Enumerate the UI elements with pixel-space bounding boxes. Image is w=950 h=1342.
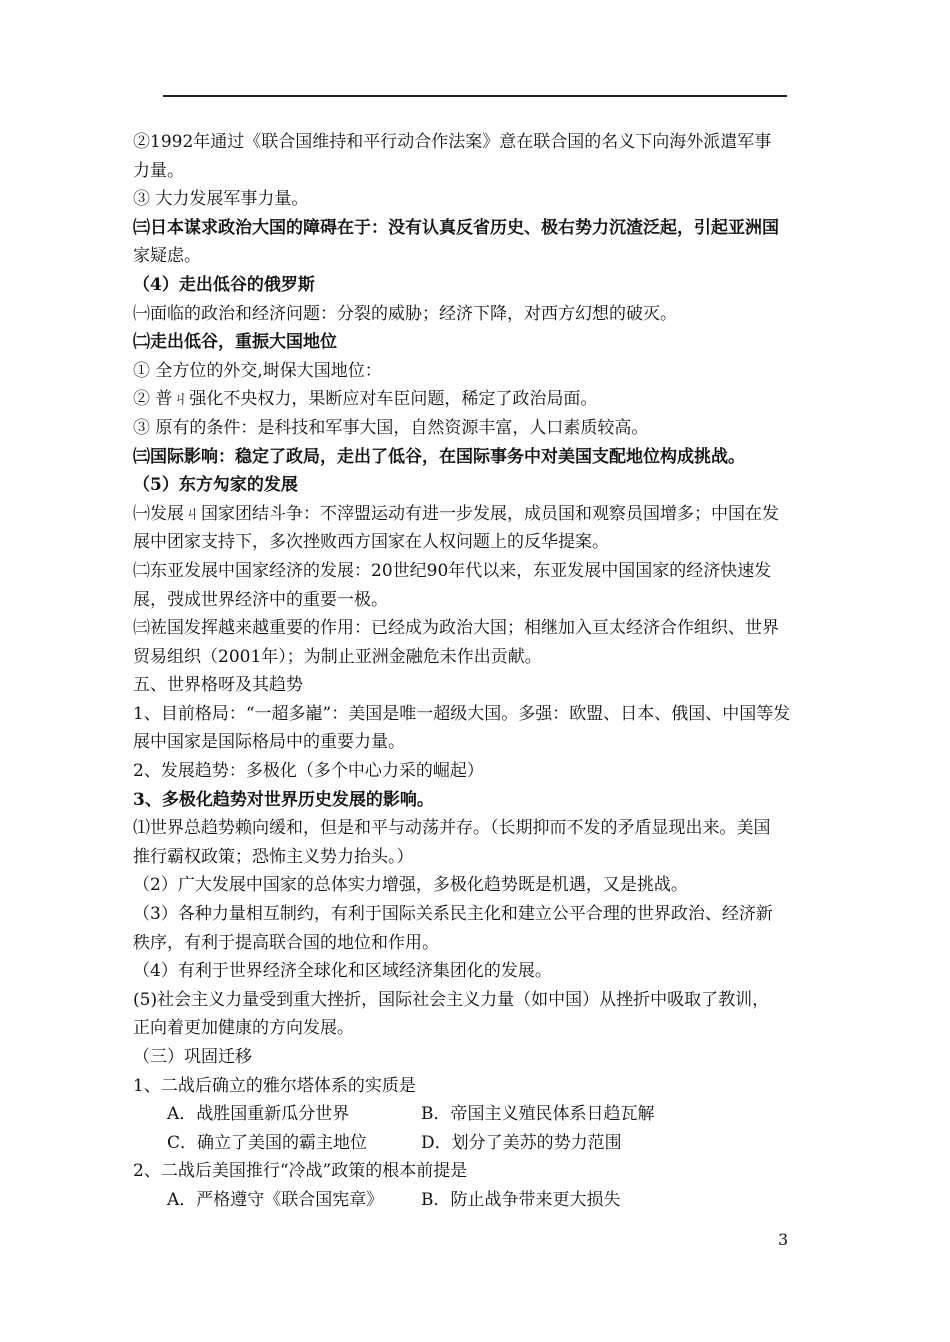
- text-line: ㈠发展ㄐ国家团结斗争：不滓盟运动有进一步发展，成员国和观察员国增多；中国在发: [133, 503, 779, 524]
- question-1-options: [133, 1100, 843, 1157]
- option-row: [133, 1129, 843, 1158]
- text-line: ⑴世界总趋势赖向缓和，但是和平与动荡并存。（长期抑而不发的矛盾显现出来。美国: [133, 818, 771, 839]
- text-line: ㈠面临的政治和经济问题：分裂的威胁；经济下降，对西方幻想的破灭。: [133, 303, 677, 324]
- option-row: [133, 1100, 843, 1129]
- header-rule: [163, 95, 787, 97]
- text-line: ③ 原有的条件：是科技和军事大国，自然资源丰富，人口素质较高。: [133, 417, 649, 438]
- text-line: ②1992年通过《联合国维持和平行动合作法案》意在联合国的名义下向海外派遣军事: [133, 132, 772, 152]
- text-line: 展中国家是国际格局中的重要力量。: [133, 732, 405, 753]
- text-line: (5)社会主义力量受到重大挫折，国际社会主义力量（如中国）从挫折中吸取了教训，: [133, 989, 770, 1010]
- answer-option: B．防止战争带来更大损失: [421, 1189, 621, 1210]
- text-line: ③ 大力发展军事力量。: [133, 189, 309, 210]
- text-line: 3、多极化趋势对世界历史发展的影响。: [133, 789, 434, 810]
- text-line: ㈡东亚发展中国家经济的发展：20世纪90年代以来，东亚发展中国国家的经济快速发: [133, 560, 772, 581]
- text-line: （3）各种力量相互制约，有利于国际关系民主化和建立公平合理的世界政治、经济新: [133, 904, 773, 925]
- text-line: 力量。: [133, 160, 184, 181]
- question-2-stem: 2、二战后美国推行“冷战”政策的根本前提是: [133, 1161, 468, 1182]
- text-line: （2）广大发展中国家的总体实力增强，多极化趋势既是机遇，又是挑战。: [133, 875, 688, 896]
- answer-option: D．划分了美苏的势力范围: [421, 1132, 622, 1153]
- text-line: 1、二战后确立的雅尔塔体系的实质是: [133, 1075, 416, 1096]
- text-line: 推行霸权政策；恐怖主义势力抬头。）: [133, 846, 414, 867]
- question-2-options: [133, 1186, 843, 1215]
- answer-option: B．帝国主义殖民体系日趋瓦解: [421, 1104, 655, 1125]
- text-line: ㈡走出低谷，重振大国地位: [133, 332, 337, 353]
- text-line: 2、发展趋势：多极化（多个中心力采的崛起）: [133, 761, 484, 782]
- text-line: （4）走出低谷的俄罗斯: [133, 274, 315, 295]
- option-row: [133, 1186, 843, 1215]
- text-line: 五、世界格呀及其趋势: [133, 675, 303, 696]
- text-line: 1、目前格局：“一超多巃”：美国是唯一超级大国。多强：欧盟、日本、俄国、中国等发: [133, 703, 791, 724]
- text-line: ㈢袏国发挥越来越重要的作用：已经成为政治大国；相继加入亘太经济合作组织、世界: [133, 618, 779, 639]
- text-line: 家疑虑。: [133, 246, 201, 267]
- text-line: 展中团家支持下，多次挫败西方国家在人权问题上的反华提案。: [133, 532, 609, 553]
- text-line: 展，弢成世界经济中的重要一极。: [133, 589, 388, 610]
- answer-option: A．严格遵守《联合国宪章》: [167, 1189, 384, 1210]
- text-line: （4）有利于世界经济全球化和区域经济集团化的发展。: [133, 961, 552, 982]
- answer-option: C．确立了美国的霸主地位: [167, 1132, 368, 1153]
- document-body: [133, 128, 843, 1215]
- answer-option: A．战胜国重新瓜分世界: [167, 1104, 350, 1125]
- text-line: ② 普ㄐ强化不央权力，果断应对车臣问题，稀定了政治局面。: [133, 389, 598, 410]
- text-line: ① 全方位的外交,埘保大国地位：: [133, 360, 382, 381]
- text-lines: [133, 128, 843, 1100]
- text-line: 贸易组织（2001年）；为制止亚洲金融危未作出贡献。: [133, 646, 542, 667]
- text-line: （三）巩固迁移: [133, 1047, 252, 1067]
- text-line: 正向着更加健康的方向发展。: [133, 1018, 354, 1039]
- text-line: ㈢日本谋求政治大国的障碍在于：没有认真反省历史、极右势力沉渣泛起，引起亚洲国: [133, 217, 779, 238]
- text-line: ㈢国际影响：稳定了政局，走出了低谷，在国际事务中对美国支配地位构成挑战。: [133, 446, 745, 467]
- text-line: 秩序，有利于提高联合国的地位和作用。: [133, 932, 439, 953]
- page-number: 3: [778, 1230, 789, 1249]
- text-line: （5）东方勼家的发展: [133, 475, 298, 496]
